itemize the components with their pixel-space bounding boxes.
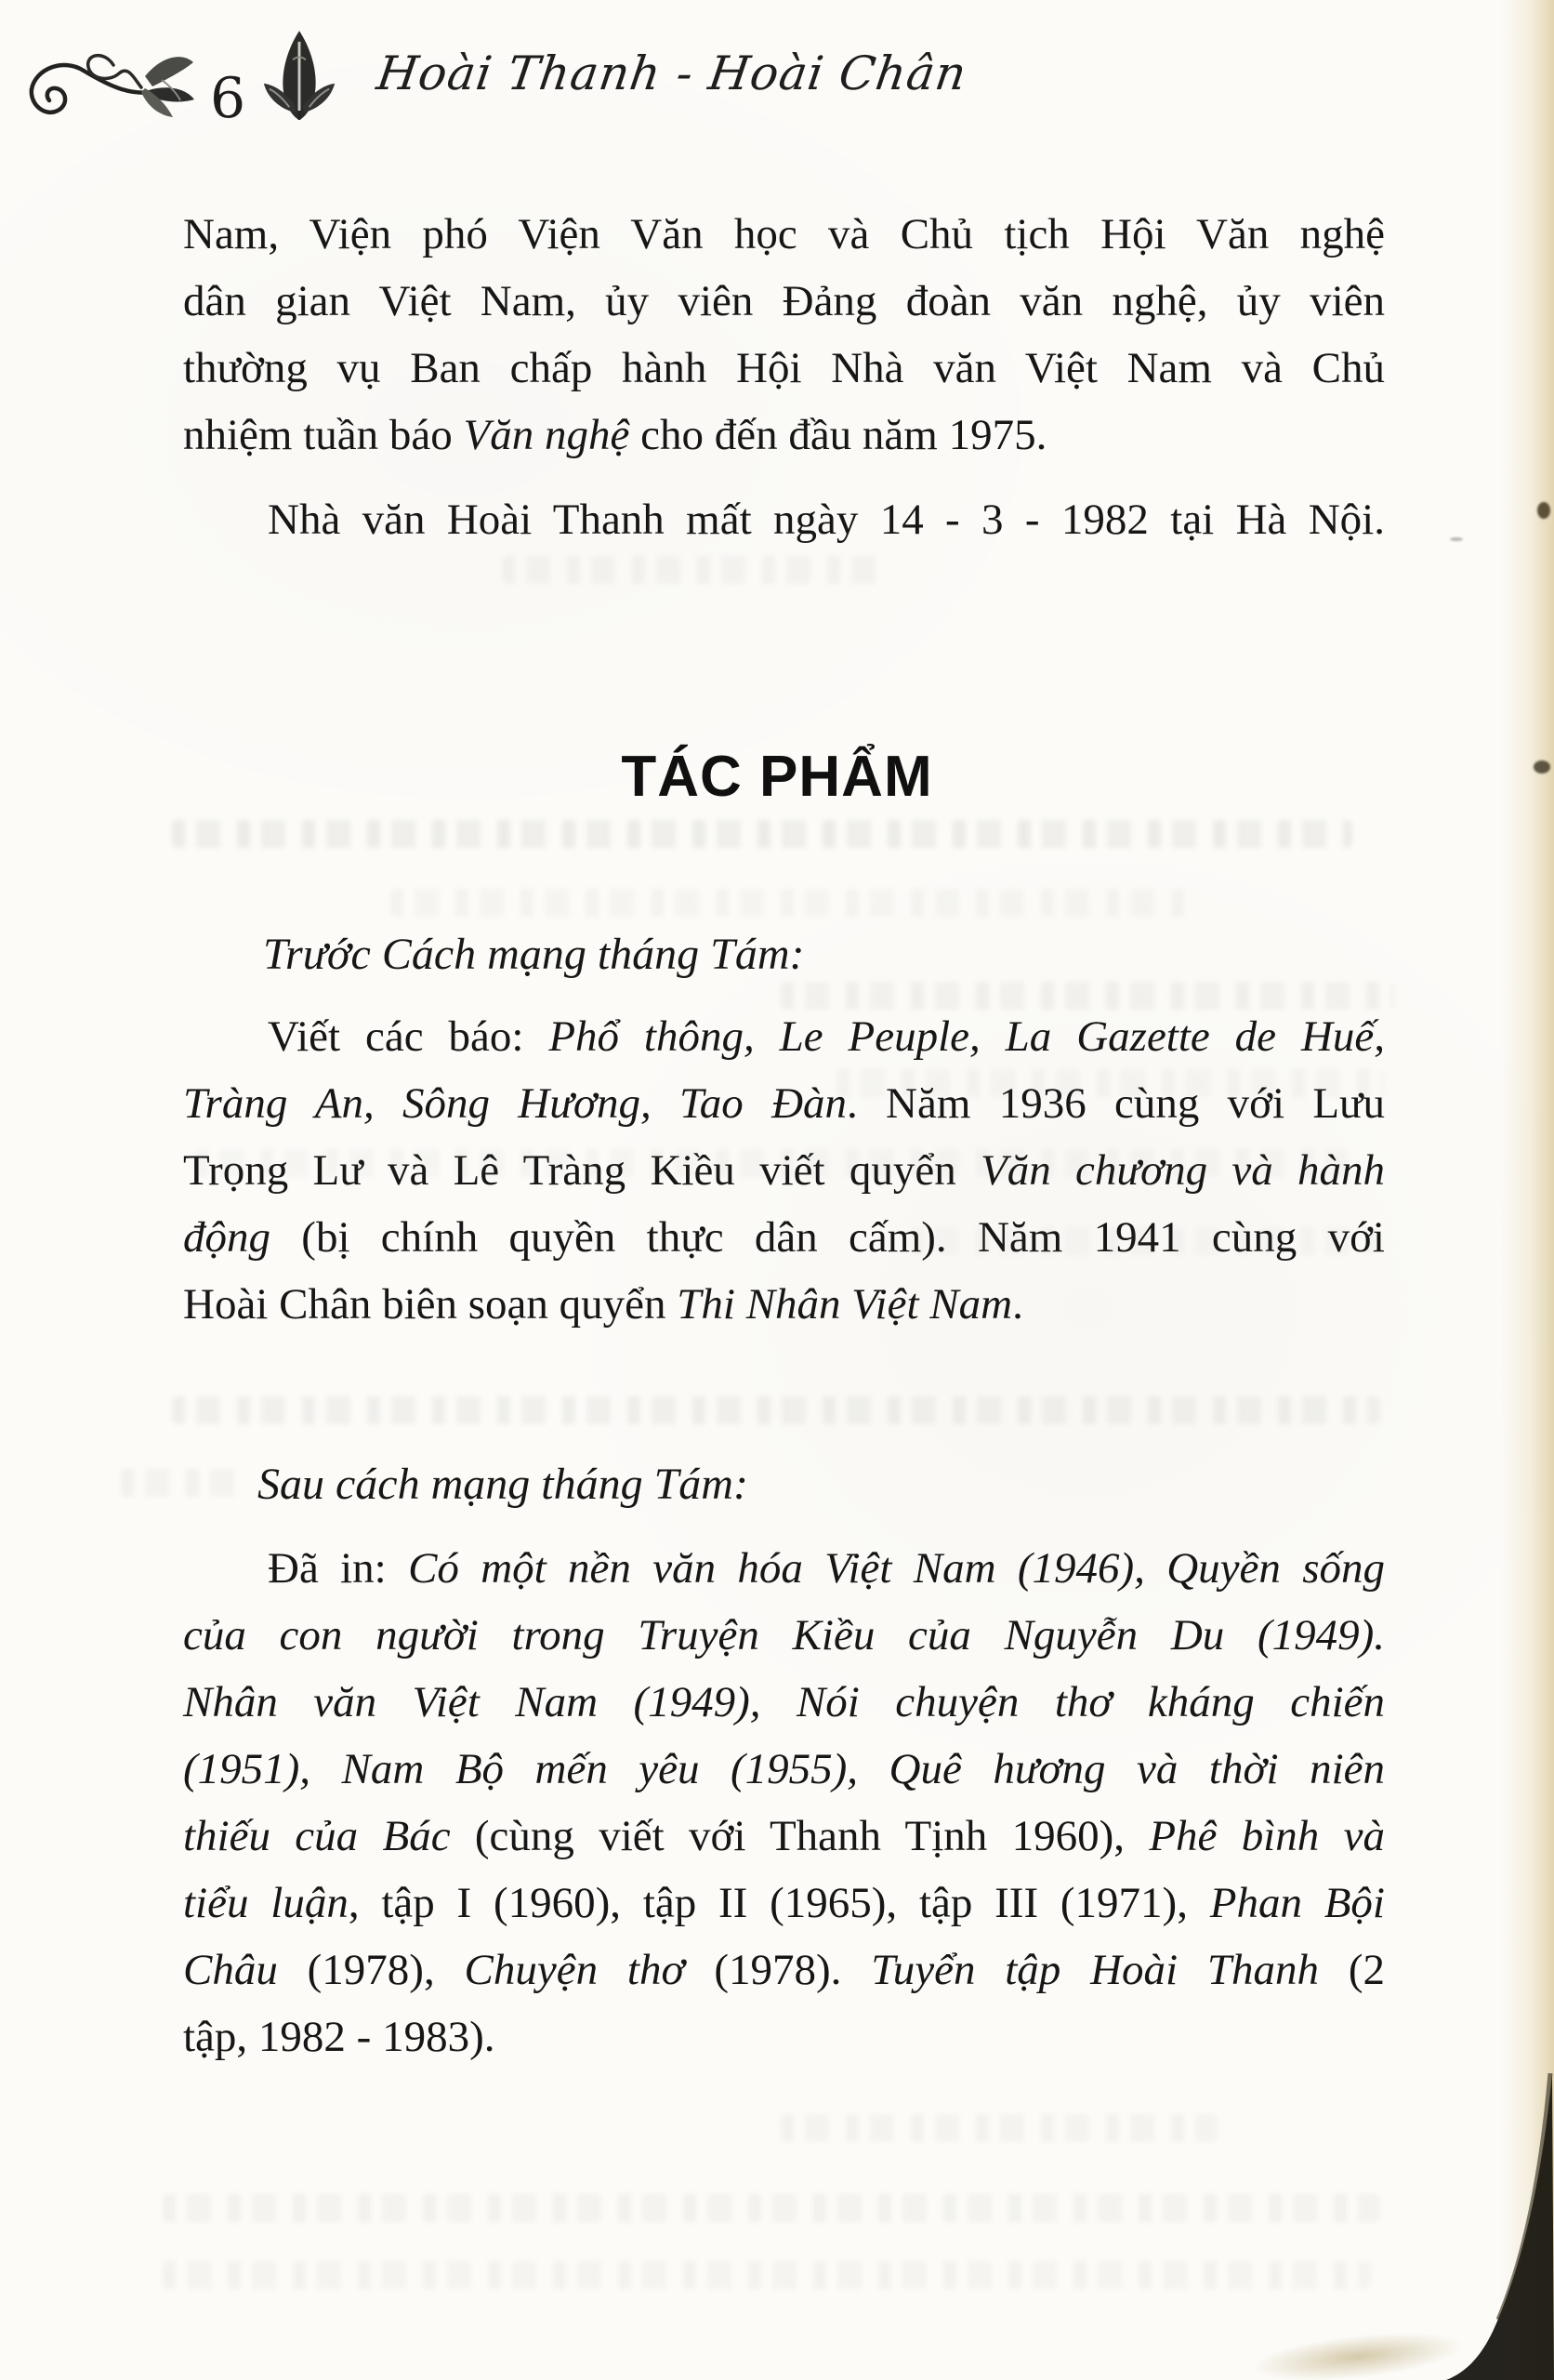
text-segment: . bbox=[1012, 1280, 1023, 1329]
subsection-heading-after: Sau cách mạng tháng Tám: bbox=[257, 1460, 748, 1509]
intro-paragraph bbox=[183, 201, 1385, 469]
text-segment: (cùng viết với Thanh Tịnh 1960), bbox=[450, 1812, 1150, 1860]
italic-text-segment: Tràng An, Sông Hương, Tao Đàn bbox=[183, 1079, 848, 1128]
text-segment: (1978). bbox=[684, 1946, 872, 1994]
bleedthrough-smudge bbox=[502, 556, 892, 584]
text-line bbox=[183, 1870, 1385, 1937]
bleedthrough-smudge bbox=[390, 889, 1190, 917]
text-segment: nhiệm tuần báo bbox=[183, 411, 464, 459]
text-segment: dân gian Việt Nam, ủy viên Đảng đoàn văn nghệ, ủy viên bbox=[183, 277, 1385, 325]
edge-speck bbox=[1450, 537, 1463, 541]
italic-text-segment: Châu bbox=[183, 1946, 278, 1994]
italic-text-segment: tiểu luận bbox=[183, 1879, 349, 1927]
italic-text-segment: Văn nghệ bbox=[463, 411, 630, 459]
text-segment: Trọng Lư và Lê Tràng Kiều viết quyển bbox=[183, 1146, 981, 1195]
italic-text-segment: Phổ thông, Le Peuple, La Gazette de Huế, bbox=[548, 1012, 1385, 1061]
italic-text-segment: Văn chương và hành bbox=[981, 1146, 1385, 1195]
leaf-cluster-icon bbox=[258, 28, 340, 123]
bleedthrough-smudge bbox=[911, 1227, 1376, 1255]
running-title: Hoài Thanh - Hoài Chân bbox=[373, 46, 970, 100]
italic-text-segment: Phê bình và bbox=[1149, 1812, 1385, 1860]
bleedthrough-smudge bbox=[781, 2114, 1218, 2142]
text-line bbox=[183, 402, 1385, 469]
page-number: 6 bbox=[210, 66, 246, 131]
italic-text-segment: của con người trong Truyện Kiều của Nguyễn Du (1949). bbox=[183, 1611, 1385, 1659]
bleedthrough-smudge bbox=[121, 1469, 242, 1497]
italic-text-segment: thiếu của Bác bbox=[183, 1812, 451, 1860]
text-segment: (2 bbox=[1319, 1946, 1385, 1994]
corner-shadow bbox=[1387, 2073, 1554, 2380]
text-line bbox=[183, 335, 1385, 402]
edge-speck bbox=[1537, 502, 1550, 519]
text-line bbox=[183, 486, 1385, 553]
text-segment: Đã in: bbox=[268, 1544, 409, 1593]
text-segment: tập, 1982 - 1983). bbox=[183, 2013, 495, 2061]
page-edge-tint bbox=[1500, 0, 1554, 2380]
italic-text-segment: Thi Nhân Việt Nam bbox=[677, 1280, 1013, 1329]
text-segment: Hoài Chân biên soạn quyển bbox=[183, 1280, 678, 1329]
text-line bbox=[183, 201, 1385, 268]
italic-text-segment: Tuyển tập Hoài Thanh bbox=[871, 1946, 1320, 1994]
text-line bbox=[183, 1271, 1385, 1338]
text-segment: cho đến đầu năm 1975. bbox=[629, 411, 1047, 459]
bleedthrough-smudge bbox=[172, 1396, 1380, 1424]
text-line bbox=[183, 1669, 1385, 1736]
bleedthrough-smudge bbox=[781, 982, 1394, 1010]
works-after-paragraph bbox=[183, 1535, 1385, 2070]
text-segment: Nam, Viện phó Viện Văn học và Chủ tịch Hội Văn nghệ bbox=[183, 210, 1385, 258]
edge-speck bbox=[1534, 760, 1550, 774]
text-segment: (bị chính quyền thực dân cấm). Năm 1941 cùng với bbox=[270, 1213, 1385, 1262]
text-segment: (1978), bbox=[277, 1946, 465, 1994]
bleedthrough-smudge bbox=[163, 2194, 1380, 2222]
death-date-paragraph bbox=[183, 486, 1385, 553]
italic-text-segment: Nhân văn Việt Nam (1949), Nói chuyện thơ kháng chiến bbox=[183, 1678, 1385, 1726]
bleedthrough-smudge bbox=[195, 1149, 1348, 1177]
text-line bbox=[183, 1803, 1385, 1870]
text-line bbox=[183, 1535, 1385, 1602]
italic-text-segment: động bbox=[183, 1213, 270, 1262]
italic-text-segment: Phan Bội bbox=[1209, 1879, 1385, 1927]
text-line bbox=[183, 1003, 1385, 1070]
text-line bbox=[183, 268, 1385, 335]
text-segment: Viết các báo: bbox=[268, 1012, 549, 1061]
text-line bbox=[183, 1736, 1385, 1803]
section-heading: TÁC PHẨM bbox=[621, 745, 933, 809]
italic-text-segment: Chuyện thơ bbox=[464, 1946, 685, 1994]
text-segment: , tập I (1960), tập II (1965), tập III (1971), bbox=[348, 1879, 1210, 1927]
text-line bbox=[183, 1602, 1385, 1669]
italic-text-segment: Có một nền văn hóa Việt Nam (1946), Quyền sống bbox=[408, 1544, 1385, 1593]
text-segment: . Năm 1936 cùng với Lưu bbox=[847, 1079, 1385, 1128]
bleedthrough-smudge bbox=[172, 820, 1352, 848]
italic-text-segment: (1951), Nam Bộ mến yêu (1955), Quê hương và thời niên bbox=[183, 1745, 1385, 1793]
text-line bbox=[183, 2003, 1385, 2070]
bleedthrough-smudge bbox=[836, 1069, 1385, 1097]
text-segment: Nhà văn Hoài Thanh mất ngày 14 - 3 - 1982 tại Hà Nội. bbox=[268, 496, 1385, 544]
text-line bbox=[183, 1937, 1385, 2003]
vine-flourish-icon bbox=[22, 43, 199, 123]
text-segment: thường vụ Ban chấp hành Hội Nhà văn Việt Nam và Chủ bbox=[183, 344, 1385, 392]
subsection-heading-before: Trước Cách mạng tháng Tám: bbox=[263, 930, 805, 979]
bleedthrough-smudge bbox=[163, 2261, 1371, 2289]
